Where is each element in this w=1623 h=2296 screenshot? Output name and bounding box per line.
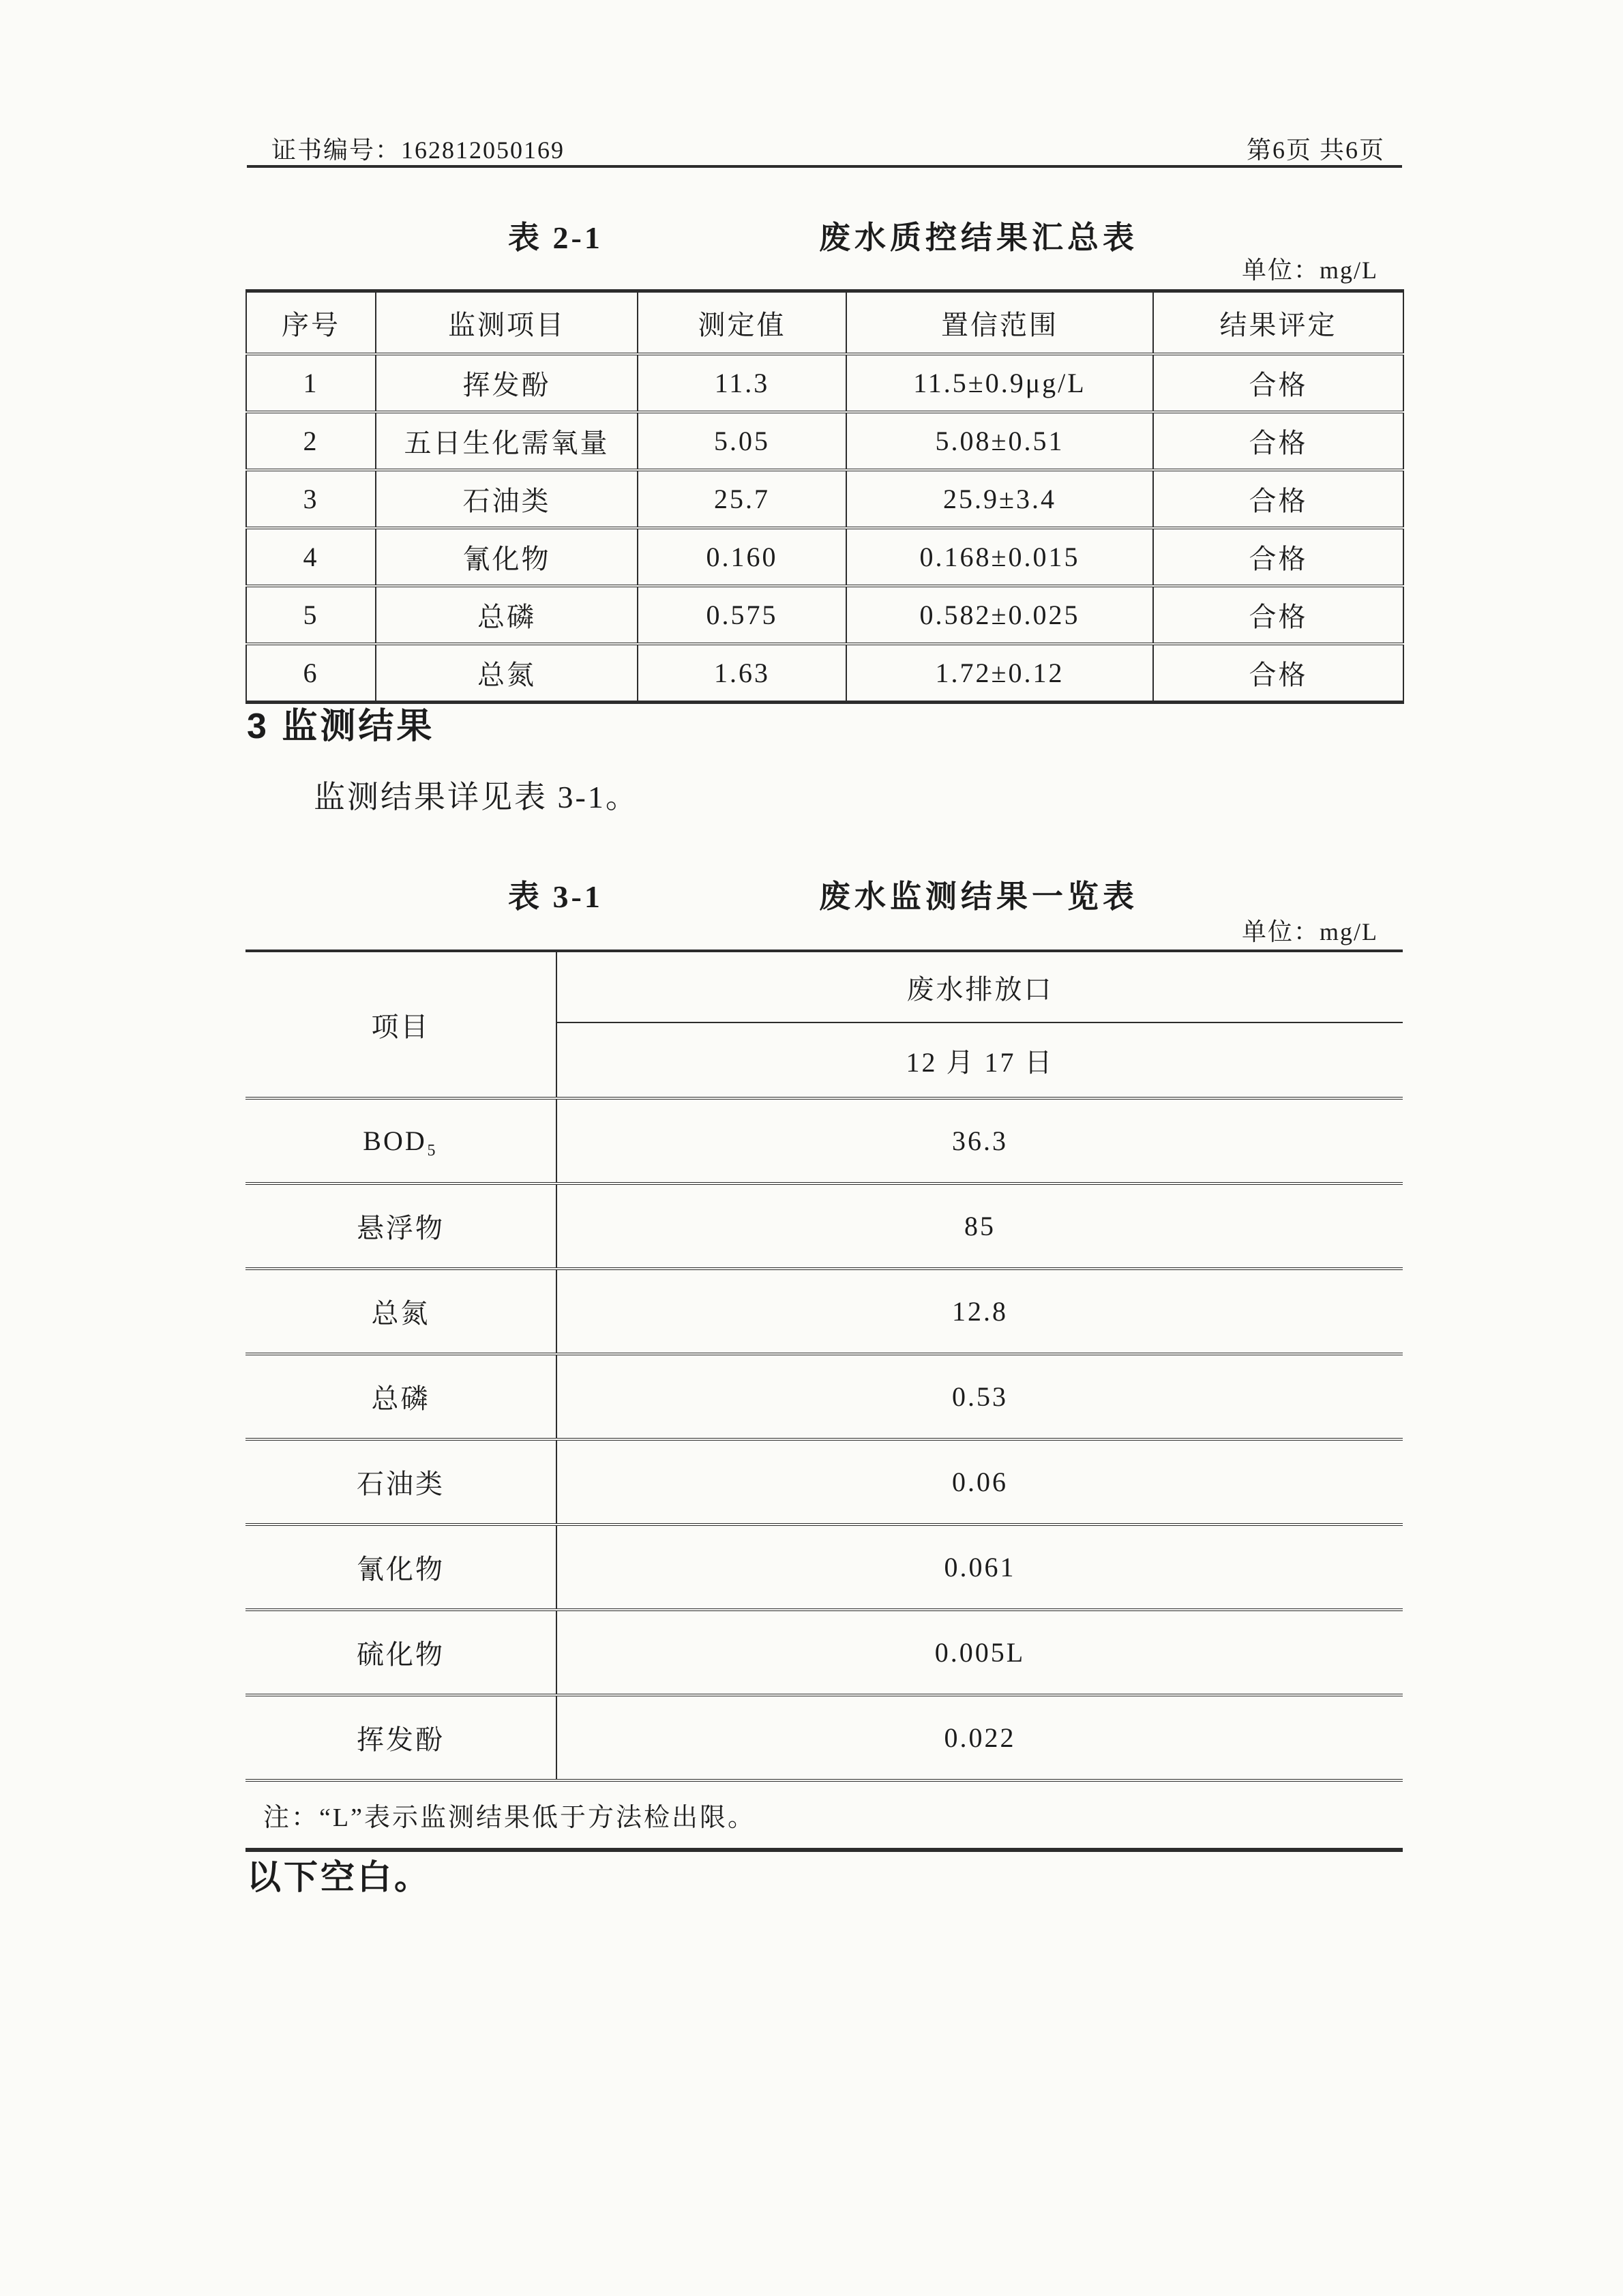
column-header-seq: 序号 xyxy=(246,291,376,355)
parameter-name: 总氮 xyxy=(245,1269,556,1354)
table-row xyxy=(245,1439,1403,1525)
table-row xyxy=(246,528,1403,586)
table-row xyxy=(246,412,1403,470)
table-row xyxy=(245,1098,1403,1183)
certificate-number: 证书编号：162812050169 xyxy=(271,136,565,164)
parameter-name: 悬浮物 xyxy=(245,1183,556,1269)
table-cell: 5 xyxy=(246,586,376,644)
table-cell: 0.582±0.025 xyxy=(846,586,1153,644)
column-header-result: 结果评定 xyxy=(1153,291,1403,355)
table-cell: 4 xyxy=(246,528,376,586)
table-cell: 0.575 xyxy=(638,586,846,644)
table21-caption-title: 废水质控结果汇总表 xyxy=(819,220,1138,255)
parameter-name: 挥发酚 xyxy=(245,1695,556,1780)
column-header-outfall: 废水排放口 xyxy=(556,951,1403,1022)
table-cell: 2 xyxy=(246,412,376,470)
table-cell: 5.08±0.51 xyxy=(846,412,1153,470)
table-cell: 合格 xyxy=(1153,528,1403,586)
section-heading: 3 监测结果 xyxy=(247,707,435,746)
table-cell: 总磷 xyxy=(376,586,638,644)
section-paragraph: 监测结果详见表 3-1。 xyxy=(314,780,639,814)
table-cell: 0.168±0.015 xyxy=(846,528,1153,586)
parameter-name: 石油类 xyxy=(245,1439,556,1525)
table-note: 注：“L”表示监测结果低于方法检出限。 xyxy=(263,1804,756,1832)
table-cell: 0.160 xyxy=(638,528,846,586)
table-cell: 合格 xyxy=(1153,586,1403,644)
table-row xyxy=(245,1610,1403,1695)
parameter-value: 0.06 xyxy=(556,1439,1403,1525)
table-row xyxy=(246,470,1403,528)
table-cell: 1.63 xyxy=(638,644,846,703)
table-cell: 五日生化需氧量 xyxy=(376,412,638,470)
table-row xyxy=(245,1695,1403,1780)
table-cell: 11.3 xyxy=(638,354,846,412)
parameter-value: 36.3 xyxy=(556,1098,1403,1183)
table-cell: 氰化物 xyxy=(376,528,638,586)
table31-caption xyxy=(245,872,1403,913)
table-cell: 5.05 xyxy=(638,412,846,470)
table-cell: 挥发酚 xyxy=(376,354,638,412)
table-cell: 25.7 xyxy=(638,470,846,528)
table-cell: 1.72±0.12 xyxy=(846,644,1153,703)
parameter-value: 12.8 xyxy=(556,1269,1403,1354)
monitoring-results-table xyxy=(245,950,1403,1852)
table-header-row xyxy=(246,291,1403,355)
table-row xyxy=(246,354,1403,412)
table21-caption-number: 表 2-1 xyxy=(508,220,603,255)
column-header-item: 监测项目 xyxy=(376,291,638,355)
table31-caption-title: 废水监测结果一览表 xyxy=(819,879,1138,914)
table-row xyxy=(245,1354,1403,1439)
table31-caption-number: 表 3-1 xyxy=(508,879,603,914)
table31-unit: 单位：mg/L xyxy=(1242,918,1378,945)
table-cell: 合格 xyxy=(1153,470,1403,528)
table-row xyxy=(246,644,1403,703)
table-row xyxy=(246,586,1403,644)
table-cell: 石油类 xyxy=(376,470,638,528)
table-cell: 合格 xyxy=(1153,644,1403,703)
page-number: 第6页 共6页 xyxy=(1246,136,1385,164)
table-row xyxy=(245,1525,1403,1610)
parameter-name: 硫化物 xyxy=(245,1610,556,1695)
table-cell: 1 xyxy=(246,354,376,412)
table21-unit: 单位：mg/L xyxy=(1242,256,1378,284)
parameter-name: 氰化物 xyxy=(245,1525,556,1610)
parameter-value: 0.061 xyxy=(556,1525,1403,1610)
column-header-confidence: 置信范围 xyxy=(846,291,1153,355)
table-row xyxy=(245,1269,1403,1354)
table21-caption xyxy=(245,213,1403,254)
table-header-row xyxy=(245,951,1403,1022)
column-header-date: 12 月 17 日 xyxy=(556,1022,1403,1098)
column-header-measured: 测定值 xyxy=(638,291,846,355)
parameter-name: 总磷 xyxy=(245,1354,556,1439)
table-cell: 3 xyxy=(246,470,376,528)
table-cell: 25.9±3.4 xyxy=(846,470,1153,528)
table-row xyxy=(245,1183,1403,1269)
parameter-value: 0.53 xyxy=(556,1354,1403,1439)
qc-results-table xyxy=(245,289,1404,704)
blank-below-marker: 以下空白。 xyxy=(247,1858,431,1896)
parameter-value: 0.005L xyxy=(556,1610,1403,1695)
table-cell: 合格 xyxy=(1153,412,1403,470)
table-cell: 11.5±0.9μg/L xyxy=(846,354,1153,412)
column-header-item: 项目 xyxy=(245,951,556,1098)
header-rule xyxy=(247,165,1402,168)
parameter-name: BOD₅ xyxy=(245,1098,556,1183)
parameter-value: 85 xyxy=(556,1183,1403,1269)
table-cell: 6 xyxy=(246,644,376,703)
table-cell: 合格 xyxy=(1153,354,1403,412)
table-cell: 总氮 xyxy=(376,644,638,703)
table-note-row xyxy=(245,1780,1403,1850)
parameter-value: 0.022 xyxy=(556,1695,1403,1780)
